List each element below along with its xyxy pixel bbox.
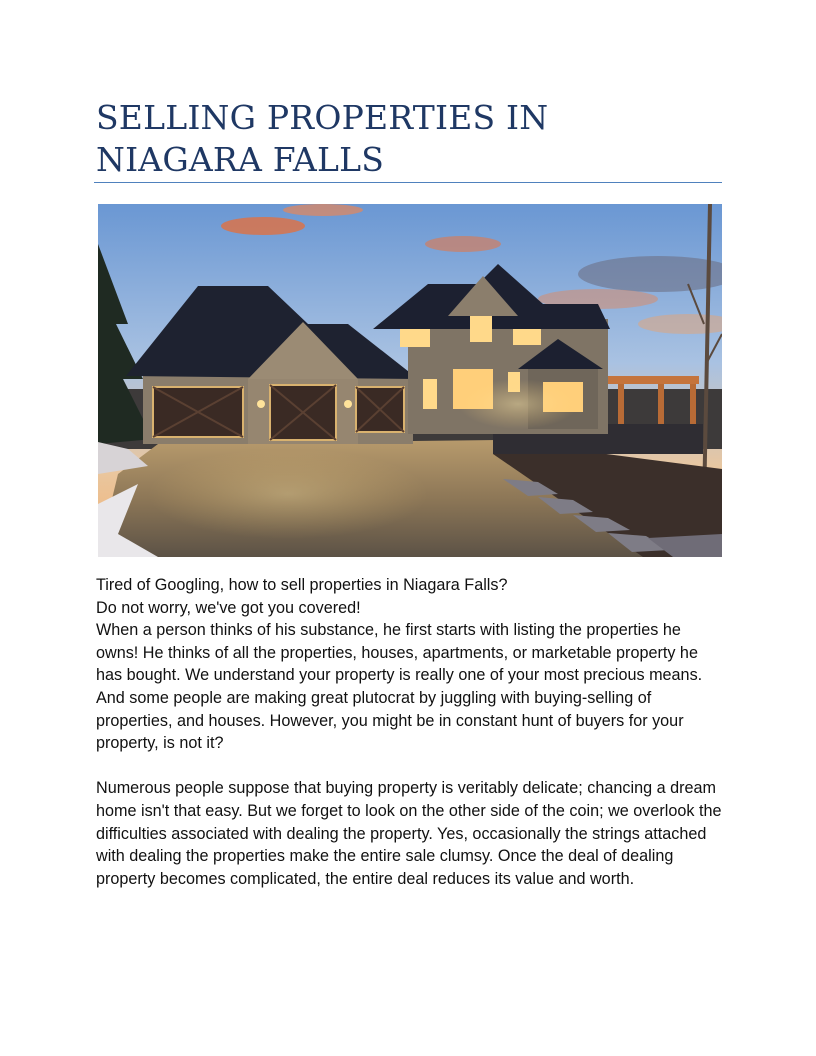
paragraph: When a person thinks of his substance, he first starts with listing the properties he owns! He thinks of all the properties, houses, apartments, or marketable property he has bought. We understand your property is really one of your most precious means. And some people are making great plutocrat by juggling with buying-selling of properties, and houses. However, you might be in constant hunt of buyers for your property, is not it?	[96, 621, 703, 753]
paragraph: Numerous people suppose that buying property is veritably delicate; chancing a dream home isn't that easy. But we forget to look on the other side of the coin; we overlook the difficulties associated with dealing the property. Yes, occasionally the strings attached with dealing the properties make the entire sale clumsy. Once the deal of dealing property becomes complicated, the entire deal reduces its value and worth.	[96, 779, 722, 888]
intro-line: Do not worry, we've got you covered!	[96, 598, 361, 617]
article-body	[96, 574, 726, 890]
house-photo	[98, 204, 722, 557]
intro-line: Tired of Googling, how to sell properties in Niagara Falls?	[96, 576, 508, 594]
page-title: SELLING PROPERTIES IN NIAGARA FALLS	[96, 98, 549, 179]
paragraph-spacer	[96, 755, 726, 778]
title-underline	[94, 182, 722, 183]
